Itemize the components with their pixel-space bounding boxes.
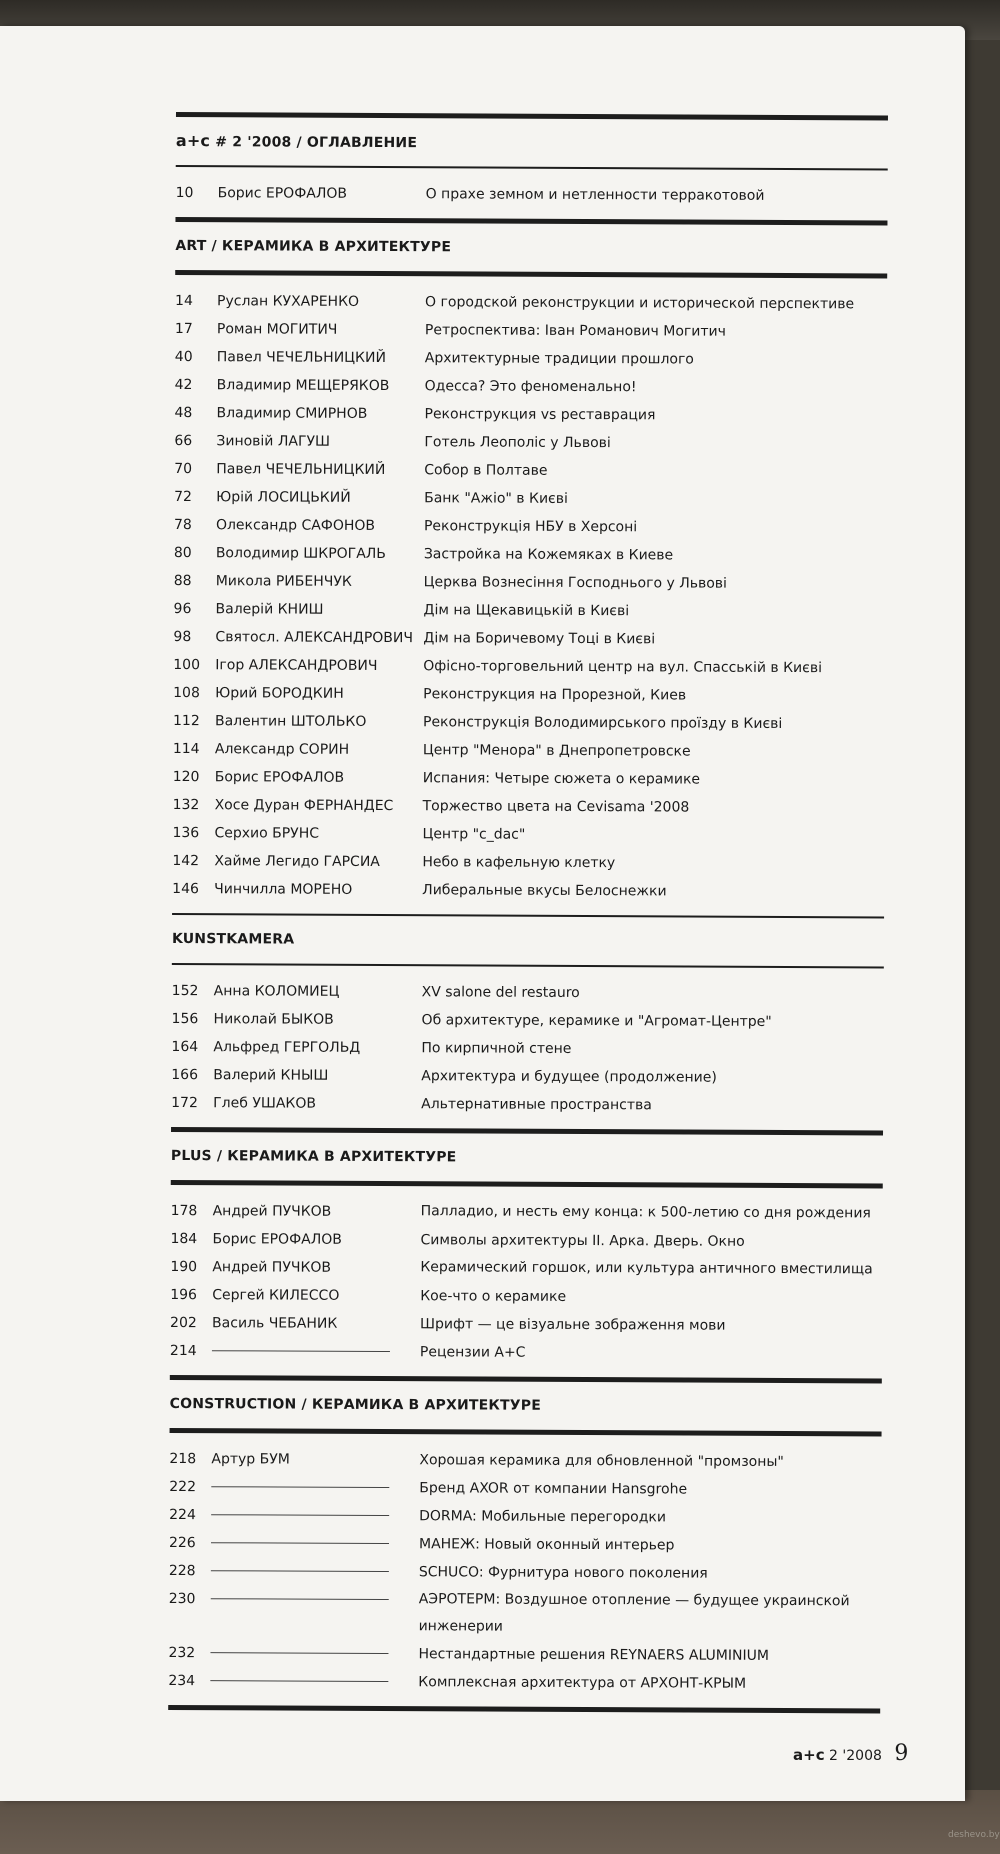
entry-page: 72 xyxy=(174,488,192,506)
entry-title: Шрифт — це візуальне зображення мови xyxy=(420,1316,726,1334)
list-item xyxy=(171,1089,883,1120)
entry-author: Валентин ШТОЛЬКО xyxy=(214,713,367,730)
entry-author: Анна КОЛОМИЕЦ xyxy=(213,983,340,1000)
list-item xyxy=(170,1281,882,1312)
entry-author: Борис ЕРОФАЛОВ xyxy=(212,1231,342,1248)
entry-title: Нестандартные решения REYNAERS ALUMINIUM xyxy=(418,1646,770,1664)
blank-author-line xyxy=(212,1350,390,1352)
list-item xyxy=(172,819,884,850)
entry-page: 202 xyxy=(170,1314,197,1332)
brand-logo: a+c xyxy=(175,130,211,151)
entry-page: 120 xyxy=(172,768,200,786)
entry-page: 234 xyxy=(168,1672,196,1690)
entry-title: Застройка на Кожемяках в Киеве xyxy=(423,546,674,564)
entry-page: 146 xyxy=(172,880,199,898)
entry-author: Ігор АЛЕКСАНДРОВИЧ xyxy=(215,657,378,674)
entry-page: 222 xyxy=(169,1478,197,1496)
entry-author: Василь ЧЕБАНИК xyxy=(212,1315,338,1332)
list-item xyxy=(170,1309,882,1340)
entry-page: 178 xyxy=(170,1202,198,1220)
list-item xyxy=(174,595,886,626)
entry-title: Торжество цвета на Cevisama '2008 xyxy=(422,798,690,816)
section-entries xyxy=(170,1185,883,1378)
entry-author: Андрей ПУЧКОВ xyxy=(212,1259,332,1276)
entry-author: Хосе Дуран ФЕРНАНДЕС xyxy=(214,797,394,815)
entry-author: Валерий КНЫШ xyxy=(213,1067,329,1084)
list-item xyxy=(169,1501,881,1532)
entry-author: Микола РИБЕНЧУК xyxy=(215,573,352,590)
entry-author: Володимир ШКРОГАЛЬ xyxy=(215,545,386,563)
entry-page: 70 xyxy=(174,460,193,478)
entry-page: 196 xyxy=(170,1286,197,1304)
footer-brand: a+c xyxy=(793,1746,825,1764)
entry-page: 184 xyxy=(170,1230,198,1248)
entry-author: Хайме Легидо ГАРСИА xyxy=(214,853,380,871)
entry-author-blank xyxy=(211,1473,419,1502)
entry-title: Готель Леополіс у Львові xyxy=(424,434,611,452)
toc-header xyxy=(176,117,888,168)
watermark: deshevo.by xyxy=(948,1830,1000,1840)
entry-title: Небо в кафельную клетку xyxy=(422,854,616,872)
header-text: # 2 '2008 / ОГЛАВЛЕНИЕ xyxy=(210,134,418,152)
entry-title: Центр "Менора" в Днепропетровске xyxy=(422,742,691,760)
list-item xyxy=(170,1225,882,1256)
entry-title: АЭРОТЕРМ: Воздушное отопление — будущее украинской инженерии xyxy=(418,1591,850,1635)
list-item xyxy=(174,567,886,598)
entry-page: 172 xyxy=(171,1094,198,1112)
entry-title: DORMA: Мобильные перегородки xyxy=(419,1508,667,1526)
entry-page: 114 xyxy=(172,740,200,758)
entry-page: 136 xyxy=(172,824,200,842)
entry-page: 78 xyxy=(173,516,192,534)
entry-page: 48 xyxy=(174,404,193,422)
toc-sections xyxy=(168,217,887,1713)
entry-author: Валерій КНИШ xyxy=(215,601,324,618)
entry-page: 66 xyxy=(174,432,193,450)
list-item xyxy=(171,1197,883,1228)
entry-title: Реконструкція Володимирського проїзду в Києві xyxy=(422,714,783,732)
entry-author: Святосл. АЛЕКСАНДРОВИЧ xyxy=(215,629,414,647)
magazine-page xyxy=(0,26,965,1801)
entry-title: Реконструкція НБУ в Херсоні xyxy=(423,518,638,536)
page-footer xyxy=(793,1741,908,1766)
entry-author: Олександр САФОНОВ xyxy=(215,517,376,534)
list-item xyxy=(174,427,886,458)
entry-page: 164 xyxy=(171,1038,199,1056)
entry-author: Николай БЫКОВ xyxy=(213,1011,334,1028)
entry-author: Руслан КУХАРЕНКО xyxy=(217,293,360,310)
list-item xyxy=(173,763,885,794)
list-item xyxy=(173,791,885,822)
entry-page: 142 xyxy=(172,852,200,870)
entry-title: Комплексная архитектура от АРХОНТ-КРЫМ xyxy=(418,1674,747,1692)
list-item xyxy=(174,483,886,514)
list-item xyxy=(171,1005,883,1036)
entry-page: 96 xyxy=(173,600,192,618)
list-item xyxy=(175,287,887,318)
entry-author-blank xyxy=(211,1557,419,1586)
entry-title: Бренд AXOR от компании Hansgrohe xyxy=(419,1480,688,1498)
entry-page: 17 xyxy=(174,320,193,338)
entry-title: Хорошая керамика для обновленной "промзоны" xyxy=(419,1452,784,1470)
list-item xyxy=(173,623,885,654)
entry-author-blank xyxy=(210,1639,418,1668)
entry-author: Артур БУМ xyxy=(211,1451,290,1468)
list-item xyxy=(169,1585,881,1642)
section-heading: KUNSTKAMERA xyxy=(171,930,295,948)
table-of-contents xyxy=(168,112,888,1713)
entry-title: Символы архитектуры II. Арка. Дверь. Окно xyxy=(420,1232,745,1250)
entry-title: Либеральные вкусы Белоснежки xyxy=(422,882,667,900)
entry-title: Офісно-торговельний центр на вул. Спасській в Києві xyxy=(423,658,823,677)
list-item xyxy=(168,1639,880,1670)
list-item xyxy=(169,1445,881,1476)
entry-title: Альтернативные пространства xyxy=(421,1096,652,1114)
entry-page: 88 xyxy=(173,572,192,590)
entry-title: Реконструкция на Прорезной, Киев xyxy=(423,686,687,704)
blank-author-line xyxy=(210,1652,388,1654)
list-item xyxy=(172,977,884,1008)
entry-page: 214 xyxy=(169,1342,197,1360)
list-item xyxy=(169,1473,881,1504)
entry-title: Реконструкция vs реставрация xyxy=(424,406,656,424)
list-item xyxy=(174,399,886,430)
entry-title: Собор в Полтаве xyxy=(424,462,548,479)
entry-author: Альфред ГЕРГОЛЬД xyxy=(213,1039,361,1056)
list-item xyxy=(172,847,884,878)
entry-title: Об архитектуре, керамике и "Агромат-Центре" xyxy=(421,1012,772,1030)
entry-title: МАНЕЖ: Новый оконный интерьер xyxy=(418,1536,675,1554)
section-heading: ART / КЕРАМИКА В АРХИТЕКТУРЕ xyxy=(175,237,452,256)
list-item xyxy=(169,1557,881,1588)
section-entries xyxy=(171,965,884,1130)
entry-page: 152 xyxy=(171,982,199,1000)
list-item xyxy=(175,343,887,374)
section-heading: PLUS / КЕРАМИКА В АРХИТЕКТУРЕ xyxy=(170,1147,457,1166)
list-item xyxy=(168,1667,880,1698)
entry-author: Юрій ЛОСИЦЬКИЙ xyxy=(216,489,351,506)
entry-author: Сергей КИЛЕССО xyxy=(212,1287,340,1304)
list-item xyxy=(176,179,888,210)
entry-title: Одесса? Это феноменально! xyxy=(424,378,637,396)
blank-author-line xyxy=(210,1680,388,1682)
entry-author: Борис ЕРОФАЛОВ xyxy=(214,769,345,786)
entry-page: 80 xyxy=(173,544,192,562)
entry-title: Рецензии А+С xyxy=(419,1344,526,1361)
entry-author: Юрий БОРОДКИН xyxy=(215,685,344,702)
entry-page: 218 xyxy=(169,1450,197,1468)
entry-page: 228 xyxy=(168,1562,196,1580)
entry-author: Чинчилла МОРЕНО xyxy=(214,881,353,898)
entry-title: Кое-что о керамике xyxy=(420,1288,567,1305)
entry-author: Серхио БРУНС xyxy=(214,825,320,842)
entry-page: 156 xyxy=(171,1010,199,1028)
entry-title: О прахе земном и нетленности терракотовой xyxy=(425,186,765,204)
entry-title: О городской реконструкции и исторической перспективе xyxy=(425,294,855,313)
entry-author: Зиновій ЛАГУШ xyxy=(216,433,331,450)
section-entries xyxy=(172,275,887,916)
entry-page: 98 xyxy=(173,628,192,646)
entry-author: Павел ЧЕЧЕЛЬНИЦКИЙ xyxy=(216,461,386,479)
entry-page: 10 xyxy=(175,184,194,202)
entry-author: Глеб УШАКОВ xyxy=(213,1095,317,1112)
entry-author: Андрей ПУЧКОВ xyxy=(212,1203,332,1220)
entry-page: 226 xyxy=(168,1534,196,1552)
entry-author: Владимир МЕЩЕРЯКОВ xyxy=(216,377,390,395)
entry-title: Дім на Боричевому Тоці в Києві xyxy=(423,630,656,648)
list-item xyxy=(175,315,887,346)
entry-title: Банк "Ажіо" в Києві xyxy=(424,490,568,507)
entry-page: 190 xyxy=(170,1258,198,1276)
intro-entry xyxy=(175,167,887,220)
list-item xyxy=(174,511,886,542)
blank-author-line xyxy=(211,1486,389,1488)
list-item xyxy=(170,1337,882,1368)
entry-author-blank xyxy=(212,1337,420,1366)
section-entries xyxy=(168,1433,881,1708)
entry-author-blank xyxy=(211,1529,419,1558)
entry-author: Борис ЕРОФАЛОВ xyxy=(217,185,348,202)
list-item xyxy=(174,455,886,486)
list-item xyxy=(170,1253,882,1284)
entry-page: 230 xyxy=(168,1590,196,1608)
page-number: 9 xyxy=(894,1741,909,1766)
entry-author-blank xyxy=(211,1585,419,1614)
entry-title: XV salone del restauro xyxy=(421,984,580,1001)
entry-page: 14 xyxy=(175,292,193,310)
list-item xyxy=(173,679,885,710)
blank-author-line xyxy=(211,1514,389,1516)
list-item xyxy=(171,1061,883,1092)
list-item xyxy=(174,539,886,570)
entry-page: 112 xyxy=(172,712,200,730)
entry-title: Ретроспектива: Іван Романович Могитич xyxy=(424,322,726,340)
entry-page: 100 xyxy=(173,656,201,674)
entry-title: Архитектура и будущее (продолжение) xyxy=(421,1068,717,1086)
entry-page: 40 xyxy=(174,348,193,366)
section-heading: CONSTRUCTION / КЕРАМИКА В АРХИТЕКТУРЕ xyxy=(169,1395,542,1414)
list-item xyxy=(175,371,887,402)
list-item xyxy=(171,1033,883,1064)
list-item xyxy=(173,735,885,766)
entry-title: SCHUCO: Фурнитура нового поколения xyxy=(418,1564,708,1582)
entry-author: Павел ЧЕЧЕЛЬНИЦКИЙ xyxy=(216,349,386,367)
entry-title: Керамический горшок, или культура античного вместилища xyxy=(420,1259,873,1278)
entry-author-blank xyxy=(210,1667,418,1696)
entry-title: Церква Вознесіння Господнього у Львові xyxy=(423,574,728,592)
entry-title: Палладио, и несть ему конца: к 500-летию со дня рождения xyxy=(420,1203,871,1222)
entry-title: Центр "c_dac" xyxy=(422,826,526,843)
entry-page: 132 xyxy=(172,796,200,814)
entry-title: Архитектурные традиции прошлого xyxy=(424,350,694,368)
list-item xyxy=(169,1529,881,1560)
entry-page: 166 xyxy=(171,1066,199,1084)
list-item xyxy=(173,651,885,682)
entry-page: 224 xyxy=(169,1506,196,1524)
entry-author: Александр СОРИН xyxy=(214,741,350,758)
entry-page: 108 xyxy=(173,684,200,702)
blank-author-line xyxy=(211,1598,389,1600)
entry-page: 42 xyxy=(174,376,193,394)
entry-author: Владимир СМИРНОВ xyxy=(216,405,368,422)
list-item xyxy=(172,875,884,906)
entry-author-blank xyxy=(211,1501,419,1530)
blank-author-line xyxy=(211,1542,389,1544)
entry-title: Дім на Щекавицькій в Києві xyxy=(423,602,630,620)
entry-author: Роман МОГИТИЧ xyxy=(216,321,338,338)
blank-author-line xyxy=(211,1570,389,1572)
entry-page: 232 xyxy=(168,1644,196,1662)
entry-title: Испания: Четыре сюжета о керамике xyxy=(422,770,701,788)
footer-issue: 2 '2008 xyxy=(829,1748,882,1764)
entry-title: По кирпичной стене xyxy=(421,1040,572,1057)
list-item xyxy=(173,707,885,738)
